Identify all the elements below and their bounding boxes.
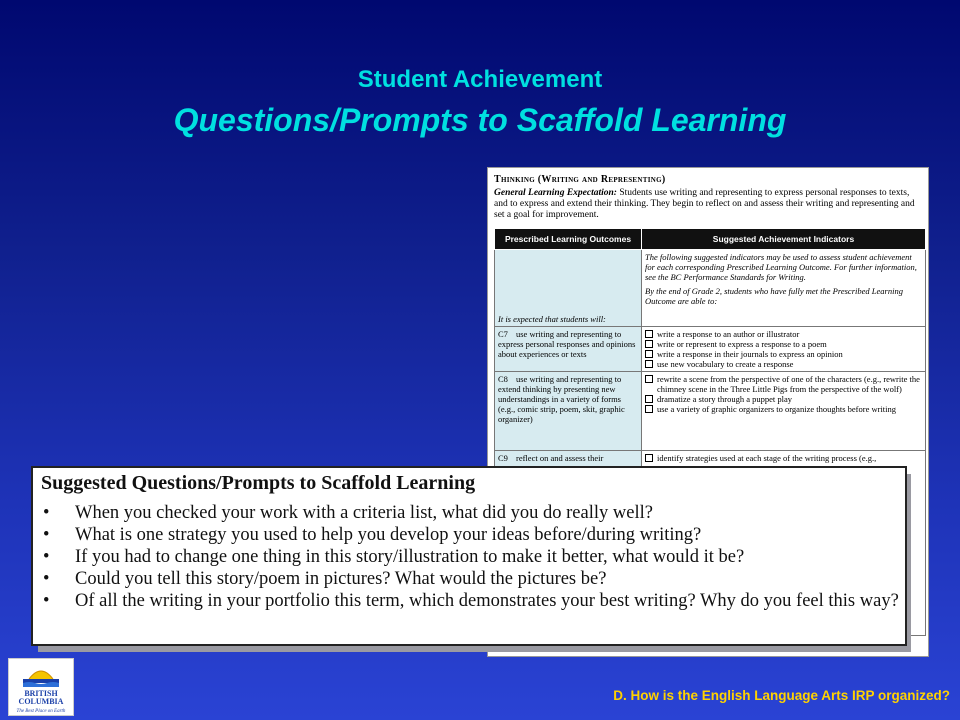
intro-right <box>642 250 926 327</box>
bc-logo <box>8 658 74 716</box>
intro-left: It is expected that students will: <box>495 250 642 327</box>
indicator-item: rewrite a scene from the perspective of one of the characters (e.g., rewrite the chimney scene in the Three Little Pigs from the perspective of the wolf) <box>645 374 922 394</box>
intro-right-text-1: The following suggested indicators may be used to assess student achievement for each corresponding Prescribed Learning Outcome. For further information, see the BC Performance Standards for Writing. <box>645 252 917 282</box>
indicator-item: write a response to an author or illustrator <box>645 329 922 339</box>
list-item: • Could you tell this story/poem in pictures? What would the pictures be? <box>41 568 903 590</box>
table-row <box>495 372 926 451</box>
prompts-list <box>41 502 903 612</box>
list-item: • If you had to change one thing in this story/illustration to make it better, what would it be? <box>41 546 903 568</box>
prompts-heading: Suggested Questions/Prompts to Scaffold Learning <box>41 472 476 494</box>
indicator-item: use a variety of graphic organizers to organize thoughts before writing <box>645 404 922 414</box>
intro-right-text-2: By the end of Grade 2, students who have fully met the Prescribed Learning Outcome are able to: <box>645 286 903 306</box>
col-header-outcomes: Prescribed Learning Outcomes <box>495 229 642 250</box>
col-header-indicators: Suggested Achievement Indicators <box>642 229 926 250</box>
list-item: • When you checked your work with a criteria list, what did you do really well? <box>41 502 903 524</box>
general-learning-expectation <box>494 188 920 221</box>
footer-text: D. How is the English Language Arts IRP organized? <box>613 688 950 703</box>
outcome-number: C9 <box>498 453 508 463</box>
logo-line1: BRITISH <box>24 689 58 698</box>
outcome-text: use writing and representing to express personal responses and opinions about experiences or texts <box>498 329 636 359</box>
list-item: • What is one strategy you used to help you develop your ideas before/during writing? <box>41 524 903 546</box>
slide-title: Student Achievement <box>357 66 603 93</box>
table-row <box>495 327 926 372</box>
logo-tagline: The Best Place on Earth <box>16 709 66 714</box>
indicator-item: write a response in their journals to express an opinion <box>645 349 922 359</box>
gle-label: General Learning Expectation: <box>494 188 617 198</box>
prompts-box <box>31 466 907 646</box>
outcome-text: use writing and representing to extend thinking by presenting new understandings in a variety of forms (e.g., comic strip, poem, skit, graphic organizer) <box>498 374 625 424</box>
list-item: • Of all the writing in your portfolio this term, which demonstrates your best writing? Why do you feel this way? <box>41 590 903 612</box>
logo-line2: COLUMBIA <box>18 697 64 706</box>
indicator-item: use new vocabulary to create a response <box>645 359 922 369</box>
bc-logo-icon <box>9 659 73 715</box>
gle-text: Students use writing and representing to express personal responses to texts, and to express and extend their thinking. They begin to reflect on and assess their writing and representing and set a goal for improvement. <box>494 188 915 220</box>
outcome-text: reflect on and assess their <box>516 453 604 463</box>
indicator-item: write or represent to express a response to a poem <box>645 339 922 349</box>
outcome-number: C7 <box>498 329 508 339</box>
outcome-number: C8 <box>498 374 508 384</box>
slide-subtitle: Questions/Prompts to Scaffold Learning <box>173 102 787 138</box>
indicator-item: identify strategies used at each stage of the writing process (e.g., <box>645 453 922 463</box>
section-title: Thinking (Writing and Representing) <box>494 174 666 185</box>
indicator-item: dramatize a story through a puppet play <box>645 394 922 404</box>
